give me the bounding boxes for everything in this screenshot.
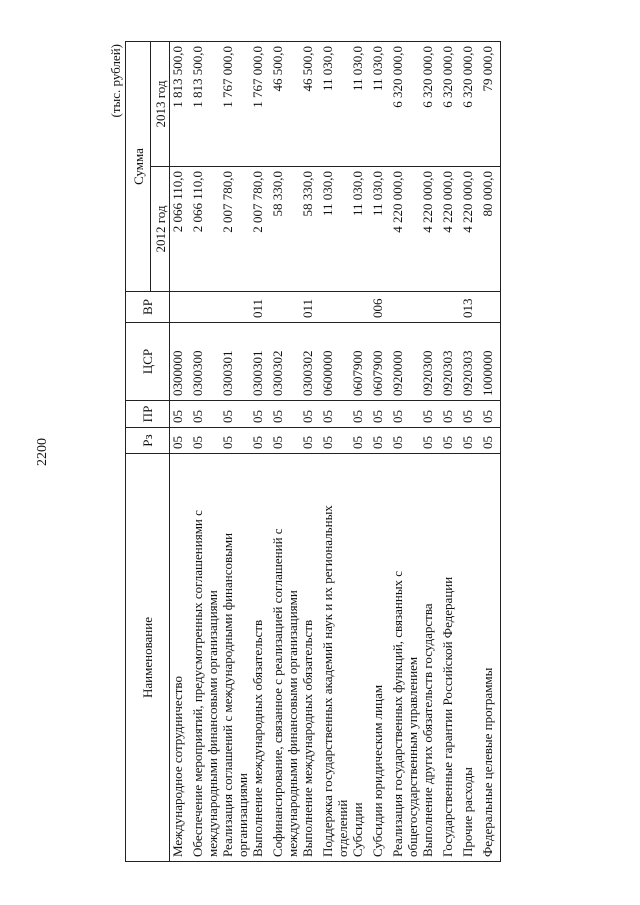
row-pr: 05 (300, 401, 320, 428)
row-sum-2013: 79 000,0 (480, 42, 501, 167)
row-name: Софинансирование, связанное с реализацией соглашений с международными финансовыми организациями (270, 454, 300, 862)
row-csr: 0920303 (460, 323, 480, 401)
row-sum-2013: 1 813 500,0 (190, 42, 220, 167)
row-vr (480, 292, 501, 323)
row-sum-2012: 80 000,0 (480, 167, 501, 292)
row-vr: 011 (250, 292, 270, 323)
table-row (300, 42, 320, 862)
col-header-2013: 2013 год (151, 42, 170, 167)
row-name: Федеральные целевые программы (480, 454, 501, 862)
row-sum-2013: 11 030,0 (320, 42, 350, 167)
col-header-pr: ПР (126, 401, 170, 428)
row-csr: 0607900 (370, 323, 390, 401)
row-vr: 011 (300, 292, 320, 323)
row-pr: 05 (390, 401, 420, 428)
row-vr (220, 292, 250, 323)
row-csr: 0920000 (390, 323, 420, 401)
budget-table (125, 41, 501, 862)
table-row (250, 42, 270, 862)
row-sum-2012: 58 330,0 (300, 167, 320, 292)
row-pr: 05 (250, 401, 270, 428)
table-row (320, 42, 350, 862)
row-name: Выполнение международных обязательств (300, 454, 320, 862)
row-name: Государственные гарантии Российской Федерации (440, 454, 460, 862)
row-sum-2013: 46 500,0 (270, 42, 300, 167)
row-sum-2012: 2 007 780,0 (220, 167, 250, 292)
row-rz: 05 (480, 428, 501, 454)
row-rz: 05 (440, 428, 460, 454)
row-sum-2012: 2 066 110,0 (170, 167, 191, 292)
col-header-sum: Сумма (126, 42, 151, 292)
row-csr: 0300302 (270, 323, 300, 401)
row-rz: 05 (390, 428, 420, 454)
row-vr (270, 292, 300, 323)
row-vr (440, 292, 460, 323)
row-sum-2012: 11 030,0 (370, 167, 390, 292)
row-sum-2013: 1 767 000,0 (250, 42, 270, 167)
row-vr (420, 292, 440, 323)
row-rz: 05 (350, 428, 370, 454)
row-pr: 05 (420, 401, 440, 428)
units-label: (тыс. рублей) (108, 44, 123, 118)
row-pr: 05 (190, 401, 220, 428)
rotated-page-content (108, 42, 535, 862)
row-name: Международное сотрудничество (170, 454, 191, 862)
row-vr (190, 292, 220, 323)
table-row (270, 42, 300, 862)
row-rz: 05 (270, 428, 300, 454)
row-rz: 05 (320, 428, 350, 454)
page-number: 2200 (35, 438, 50, 466)
row-name: Выполнение международных обязательств (250, 454, 270, 862)
row-vr: 006 (370, 292, 390, 323)
table-row (480, 42, 501, 862)
row-rz: 05 (460, 428, 480, 454)
row-sum-2012: 4 220 000,0 (390, 167, 420, 292)
row-pr: 05 (460, 401, 480, 428)
table-row (190, 42, 220, 862)
row-sum-2013: 46 500,0 (300, 42, 320, 167)
row-csr: 0920300 (420, 323, 440, 401)
row-vr (350, 292, 370, 323)
table-row (350, 42, 370, 862)
table-row (170, 42, 191, 862)
table-row (370, 42, 390, 862)
row-csr: 0300300 (190, 323, 220, 401)
col-header-2012: 2012 год (151, 167, 170, 292)
row-pr: 05 (270, 401, 300, 428)
table-row (220, 42, 250, 862)
table-row (440, 42, 460, 862)
row-rz: 05 (370, 428, 390, 454)
row-pr: 05 (350, 401, 370, 428)
row-sum-2013: 1 767 000,0 (220, 42, 250, 167)
row-sum-2012: 4 220 000,0 (420, 167, 440, 292)
row-csr: 0600000 (320, 323, 350, 401)
row-sum-2012: 4 220 000,0 (460, 167, 480, 292)
row-name: Реализация государственных функций, связанных с общегосударственным управлением (390, 454, 420, 862)
row-rz: 05 (420, 428, 440, 454)
row-rz: 05 (250, 428, 270, 454)
row-sum-2013: 6 320 000,0 (440, 42, 460, 167)
row-name: Обеспечение мероприятий, предусмотренных соглашениями с международными финансовыми организациями (190, 454, 220, 862)
table-row (460, 42, 480, 862)
row-sum-2012: 2 066 110,0 (190, 167, 220, 292)
row-sum-2012: 11 030,0 (350, 167, 370, 292)
row-pr: 05 (170, 401, 191, 428)
row-csr: 0920303 (440, 323, 460, 401)
row-name: Выполнение других обязательств государства (420, 454, 440, 862)
row-pr: 05 (440, 401, 460, 428)
row-name: Реализация соглашений с международными финансовыми организациями (220, 454, 250, 862)
row-rz: 05 (190, 428, 220, 454)
table-row (420, 42, 440, 862)
row-name: Субсидии юридическим лицам (370, 454, 390, 862)
row-pr: 05 (220, 401, 250, 428)
col-header-vr: ВР (126, 292, 170, 323)
row-rz: 05 (300, 428, 320, 454)
row-name: Прочие расходы (460, 454, 480, 862)
row-sum-2013: 1 813 500,0 (170, 42, 191, 167)
row-csr: 0300301 (220, 323, 250, 401)
row-vr (170, 292, 191, 323)
row-sum-2013: 6 320 000,0 (460, 42, 480, 167)
row-csr: 0300000 (170, 323, 191, 401)
row-sum-2013: 11 030,0 (370, 42, 390, 167)
row-vr (390, 292, 420, 323)
col-header-name: Наименование (126, 454, 170, 862)
row-csr: 1000000 (480, 323, 501, 401)
row-rz: 05 (170, 428, 191, 454)
row-sum-2012: 11 030,0 (320, 167, 350, 292)
row-name: Субсидии (350, 454, 370, 862)
row-vr (320, 292, 350, 323)
row-vr: 013 (460, 292, 480, 323)
col-header-csr: ЦСР (126, 323, 170, 401)
row-sum-2013: 11 030,0 (350, 42, 370, 167)
row-sum-2012: 4 220 000,0 (440, 167, 460, 292)
table-row (390, 42, 420, 862)
row-pr: 05 (320, 401, 350, 428)
row-pr: 05 (480, 401, 501, 428)
row-sum-2013: 6 320 000,0 (420, 42, 440, 167)
row-sum-2012: 58 330,0 (270, 167, 300, 292)
row-sum-2013: 6 320 000,0 (390, 42, 420, 167)
row-name: Поддержка государственных академий наук и их региональных отделений (320, 454, 350, 862)
row-rz: 05 (220, 428, 250, 454)
col-header-rz: Рз (126, 428, 170, 454)
row-csr: 0300302 (300, 323, 320, 401)
row-csr: 0300301 (250, 323, 270, 401)
budget-table-body (170, 42, 501, 862)
row-pr: 05 (370, 401, 390, 428)
row-sum-2012: 2 007 780,0 (250, 167, 270, 292)
row-csr: 0607900 (350, 323, 370, 401)
